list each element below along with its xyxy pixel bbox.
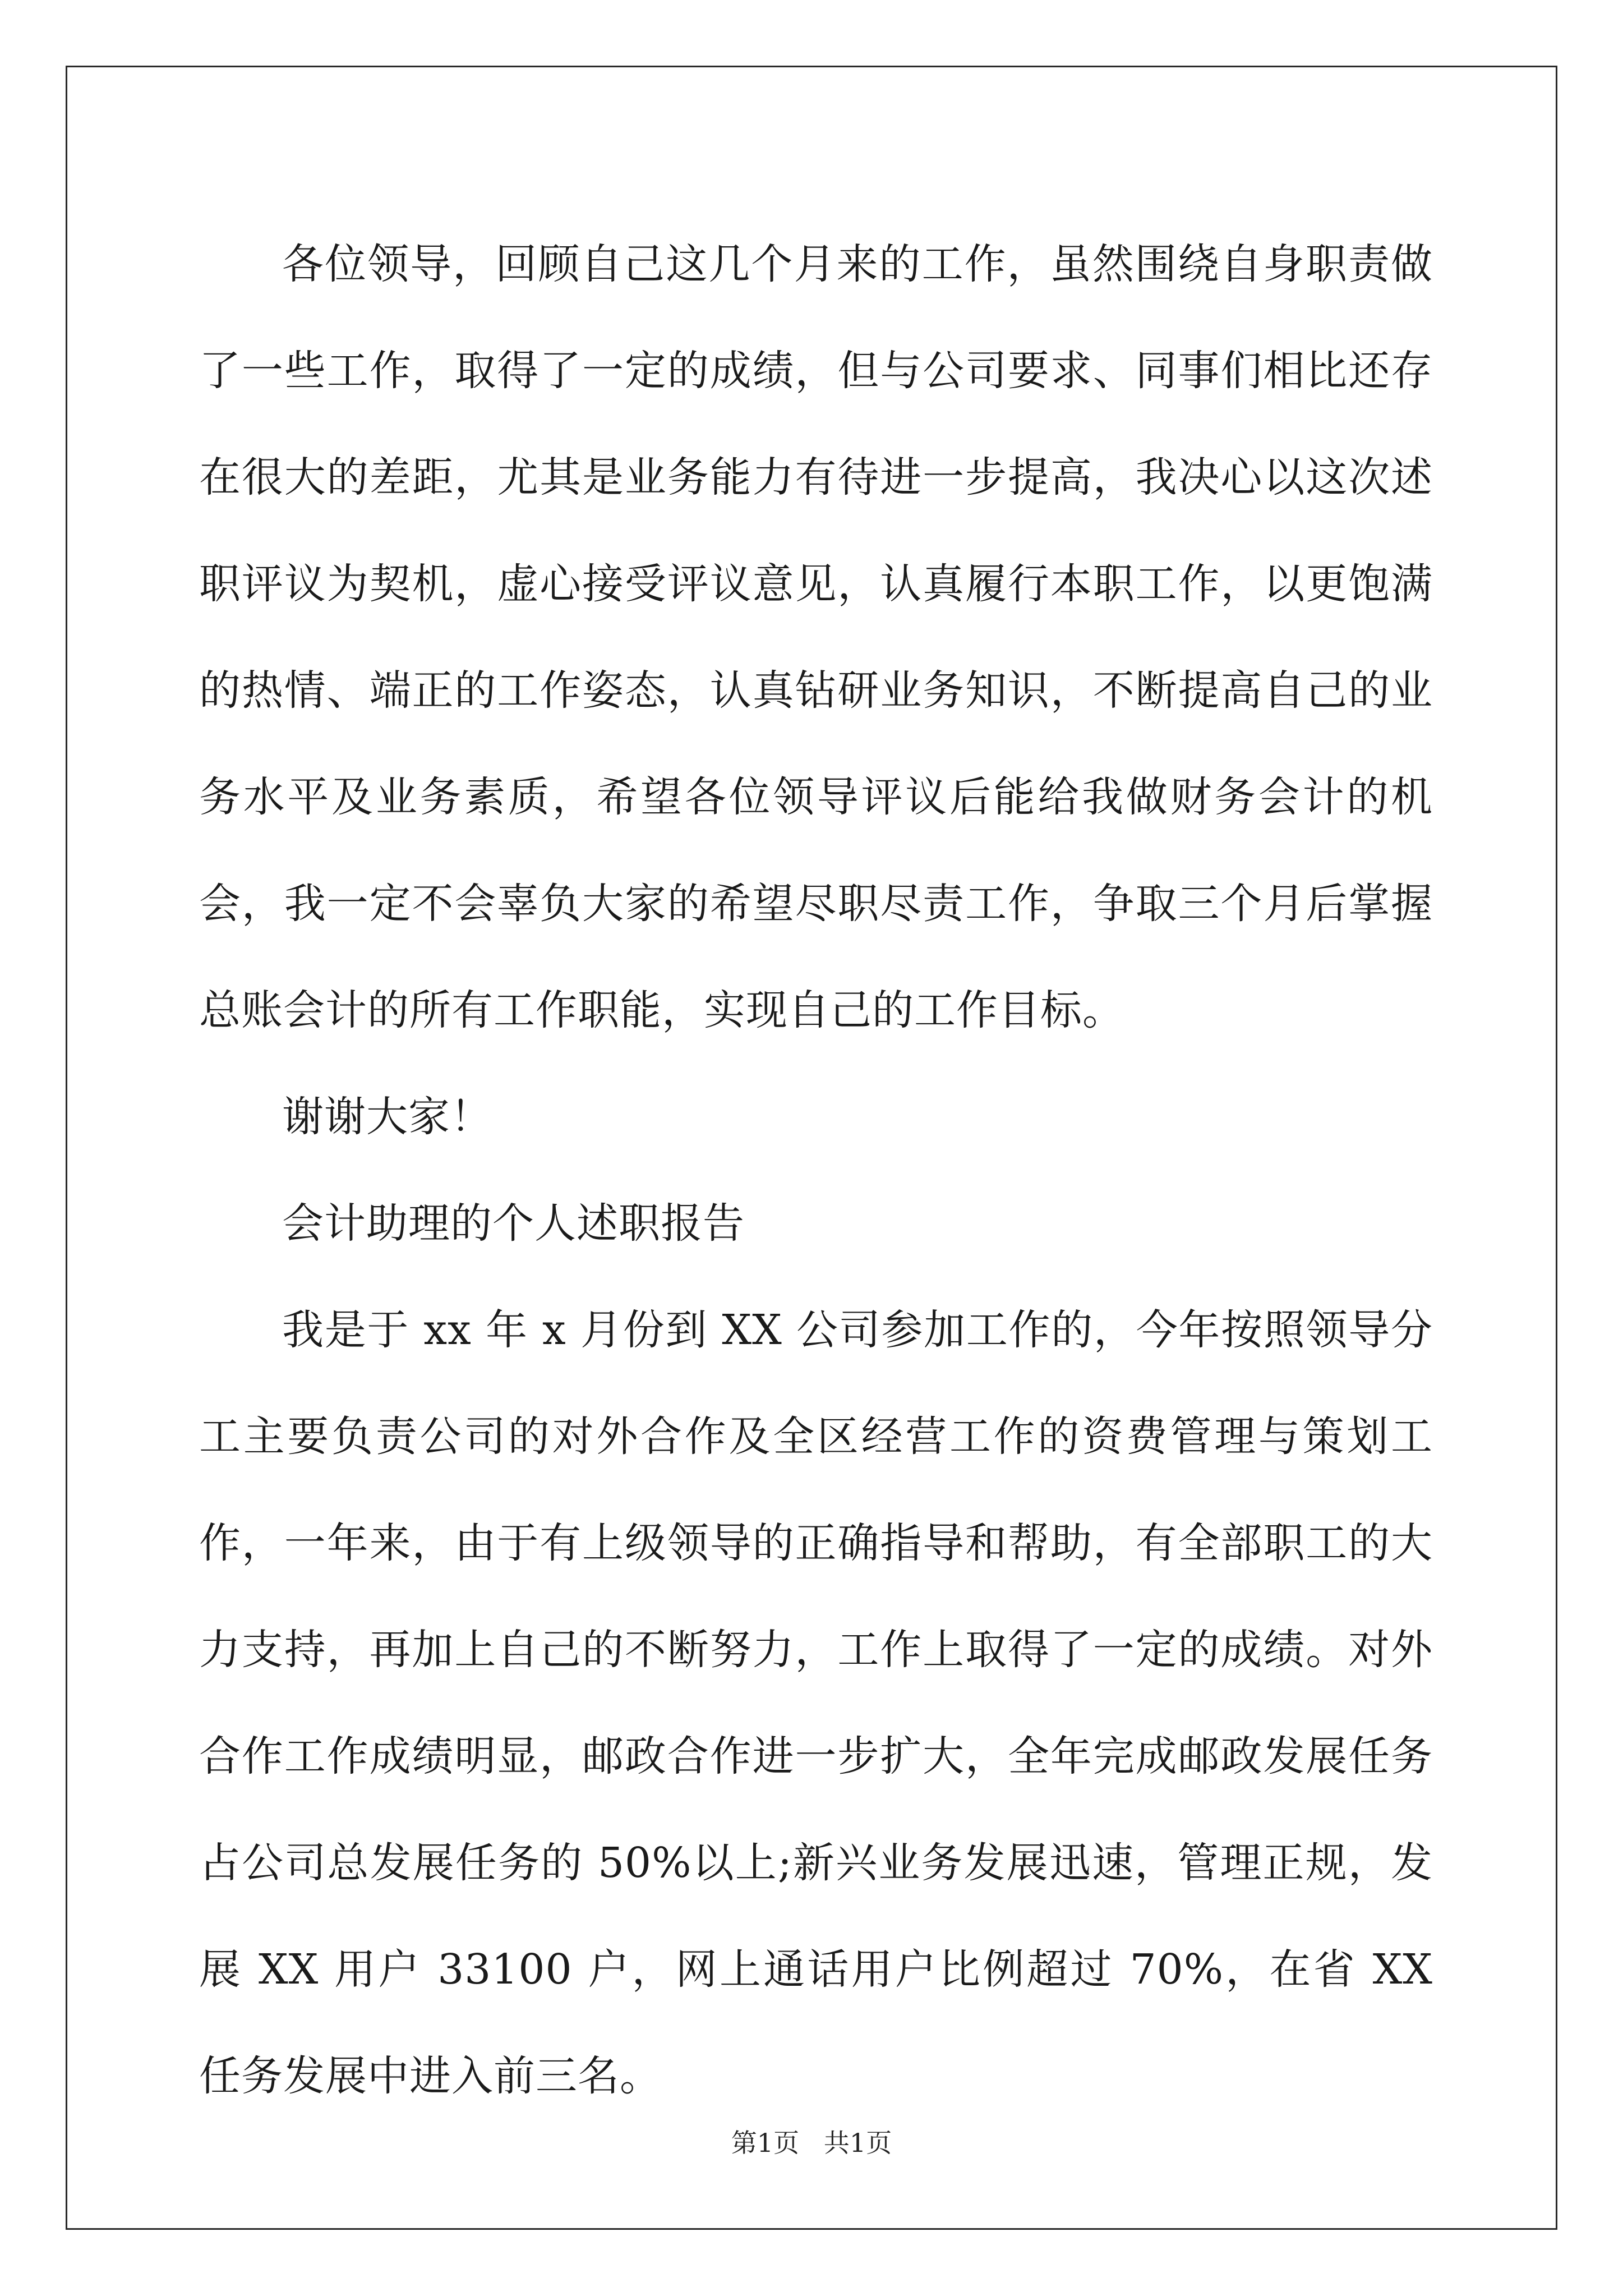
section-heading: 会计助理的个人述职报告 bbox=[282, 1199, 745, 1248]
page-number-footer: 第1页 共1页 bbox=[731, 2128, 892, 2158]
document-body bbox=[199, 211, 1433, 2129]
paragraph-closing-remarks: 各位领导，回顾自己这几个月来的工作，虽然围绕自身职责做了一些工作，取得了一定的成绩，但与公司要求、同事们相比还存在很大的差距，尤其是业务能力有待进一步提高，我决心以这次述职评议为契机，虚心接受评议意见，认真履行本职工作，以更饱满的热情、端正的工作姿态，认真钻研业务知识，不断提高自己的业务水平及业务素质，希望各位领导评议后能给我做财务会计的机会，我一定不会辜负大家的希望尽职尽责工作，争取三个月后掌握总账会计的所有工作职能，实现自己的工作目标。 bbox=[199, 240, 1433, 1034]
paragraph-thanks: 谢谢大家！ bbox=[282, 1093, 492, 1141]
paragraph-report-body: 我是于 xx 年 x 月份到 XX 公司参加工作的，今年按照领导分工主要负责公司的对外合作及全区经营工作的资费管理与策划工作，一年来，由于有上级领导的正确指导和帮助，有全部职工的大力支持，再加上自己的不断努力，工作上取得了一定的成绩。对外合作工作成绩明显，邮政合作进一步扩大，全年完成邮政发展任务占公司总发展任务的 50%以上;新兴业务发展迅速，管理正规，发展 XX 用户 33100 户，网上通话用户比例超过 70%，在省 XX 任务发展中进入前三名。 bbox=[199, 1306, 1433, 2100]
